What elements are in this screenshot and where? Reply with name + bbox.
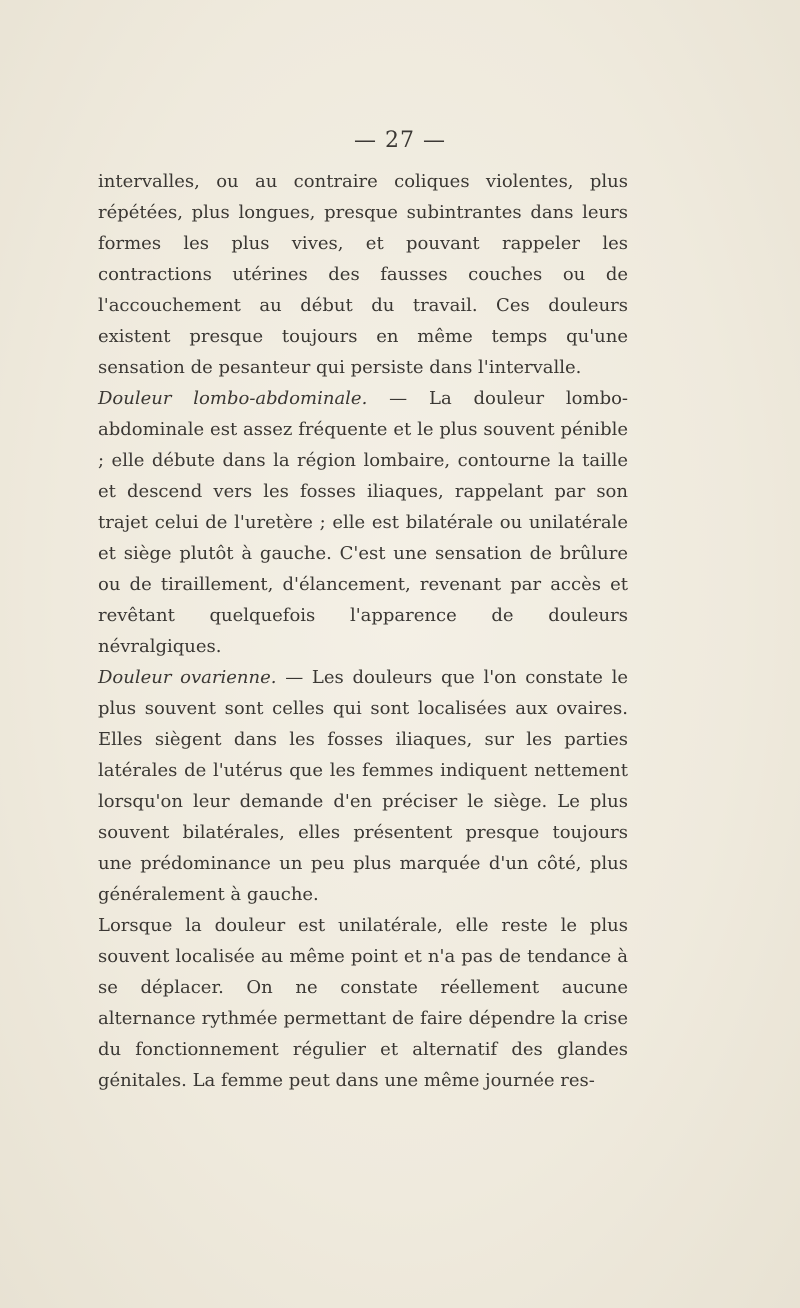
paragraph-text: — Les douleurs que l'on constate le plus souvent sont celles qui sont localisées aux ovaires. Elles siègent dans les fosses iliaques, sur les parties latérales de l'utérus que les femmes indiquent nettement lorsqu'on leur demande d'en préciser le siège. Le plus souvent bilatérales, elles présentent presque toujours une prédominance un peu plus marquée d'un côté, plus généralement à gauche. [98, 667, 629, 905]
paragraph-douleur-ovarienne [98, 662, 628, 910]
page-number: — 27 — [354, 128, 446, 153]
paragraph-unilaterale [98, 910, 628, 1096]
paragraph-text: Lorsque la douleur est unilatérale, elle reste le plus souvent localisée au même point et n'a pas de tendance à se déplacer. On ne constate réellement aucune alternance rythmée permettant de faire dépendre la crise du fonctionnement régulier et alternatif des glandes génitales. La femme peut dans une même journée res- [98, 915, 628, 1091]
section-heading: Douleur lombo-abdominale. [98, 388, 368, 409]
body-text [98, 166, 628, 1096]
section-heading: Douleur ovarienne. [98, 667, 277, 688]
paragraph-douleur-lombo-abdominale [98, 383, 628, 662]
paragraph-intervalles [98, 166, 628, 383]
paragraph-text: intervalles, ou au contraire coliques violentes, plus répétées, plus longues, presque subintrantes dans leurs formes les plus vives, et pouvant rappeler les contractions utérines des fausses couches ou de l'accouchement au début du travail. Ces douleurs existent presque toujours en même temps qu'une sensation de pesanteur qui persiste dans l'intervalle. [98, 171, 628, 378]
paragraph-text: — La douleur lombo-abdominale est assez fréquente et le plus souvent pénible ; elle débute dans la région lombaire, contourne la taille et descend vers les fosses iliaques, rappelant par son trajet celui de l'uretère ; elle est bilatérale ou unilatérale et siège plutôt à gauche. C'est une sensation de brûlure ou de tiraillement, d'élancement, revenant par accès et revêtant quelquefois l'apparence de douleurs névralgiques. [98, 388, 629, 657]
